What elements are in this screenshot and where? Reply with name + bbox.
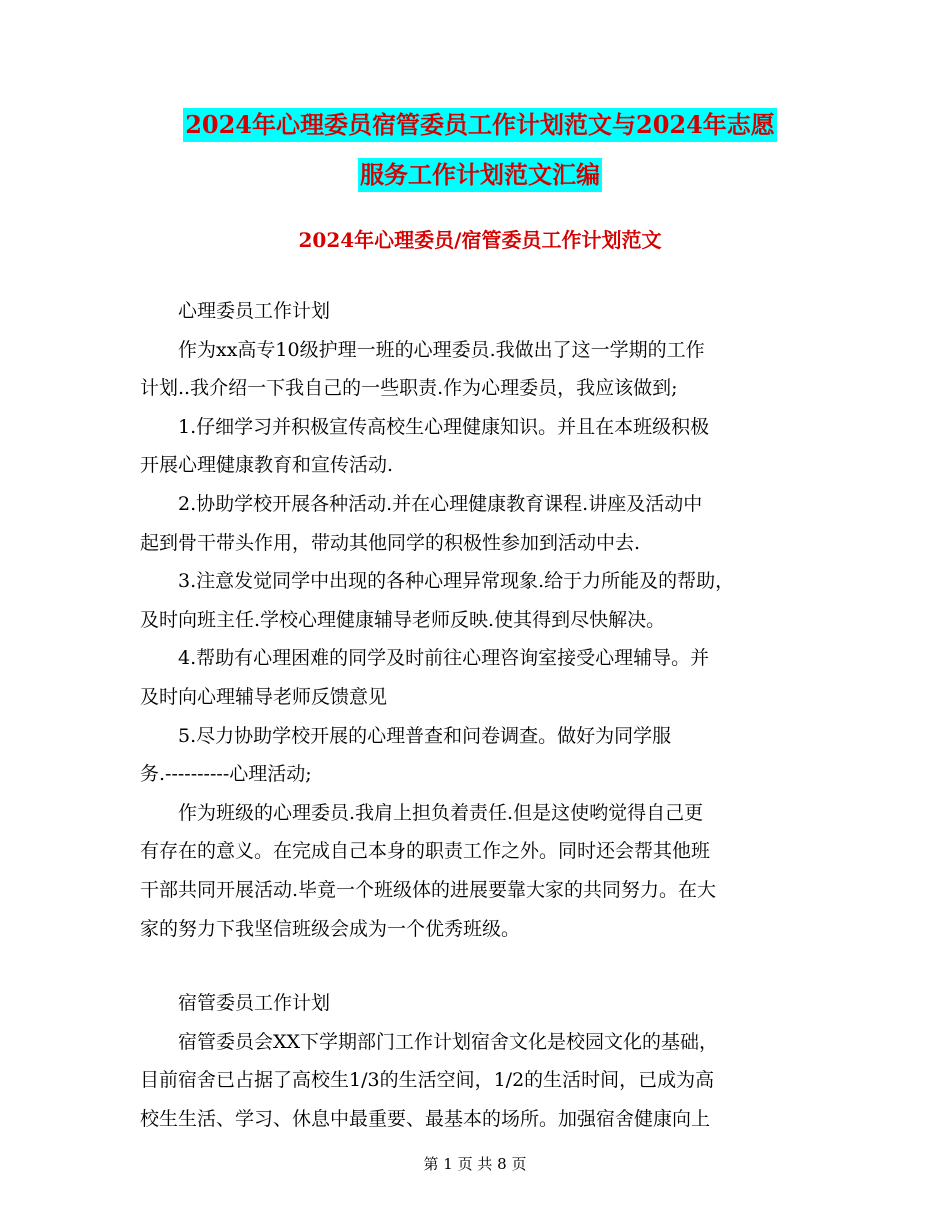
paragraph-line: 干部共同开展活动.毕竟一个班级体的进展要靠大家的共同努力。在大	[140, 878, 717, 901]
subheading-dorm-committee: 宿管委员工作计划	[178, 992, 331, 1015]
page-footer: 第 1 页 共 8 页	[423, 1155, 527, 1173]
paragraph-line: 家的努力下我坚信班级会成为一个优秀班级。	[140, 917, 521, 940]
blank-line	[140, 948, 812, 984]
title-line-2: 服务工作计划范文汇编	[358, 158, 602, 192]
subheading-psych-committee: 心理委员工作计划	[178, 300, 331, 322]
paragraph-line: 计划..我介绍一下我自己的一些职责.作为心理委员，我应该做到;	[140, 377, 678, 400]
paragraph-line: 有存在的意义。在完成自己本身的职责工作之外。同时还会帮其他班	[140, 840, 711, 863]
list-item-3: 3.注意发觉同学中出现的各种心理异常现象.给于力所能及的帮助，	[178, 570, 735, 593]
section-heading: 2024年心理委员/宿管委员工作计划范文	[298, 228, 662, 252]
paragraph-line: 开展心理健康教育和宣传活动.	[140, 454, 394, 477]
list-item-5: 5.尽力协助学校开展的心理普查和问卷调查。做好为同学服	[178, 724, 672, 747]
paragraph-line: 目前宿舍已占据了高校生1/3的生活空间，1/2的生活时间，已成为高	[140, 1069, 715, 1092]
list-item-2: 2.协助学校开展各种活动.并在心理健康教育课程.讲座及活动中	[178, 492, 703, 515]
paragraph-line: 校生生活、学习、休息中最重要、最基本的场所。加强宿舍健康向上	[140, 1107, 711, 1130]
paragraph-line: 作为班级的心理委员.我肩上担负着责任.但是这使哟觉得自己更	[178, 801, 704, 824]
paragraph-line: 宿管委员会XX下学期部门工作计划宿舍文化是校园文化的基础，	[178, 1030, 719, 1053]
paragraph-line: 务.----------心理活动;	[140, 763, 312, 786]
document-title	[140, 108, 820, 192]
paragraph-line: 及时向班主任.学校心理健康辅导老师反映.使其得到尽快解决。	[140, 608, 666, 631]
paragraph-line: 及时向心理辅导老师反馈意见	[140, 685, 388, 708]
title-line-1: 2024年心理委员宿管委员工作计划范文与2024年志愿	[183, 108, 777, 142]
paragraph-line: 起到骨干带头作用，带动其他同学的积极性参加到活动中去.	[140, 531, 641, 554]
document-body	[140, 292, 812, 1138]
paragraph-line: 作为xx高专10级护理一班的心理委员.我做出了这一学期的工作	[178, 338, 705, 361]
list-item-1: 1.仔细学习并积极宣传高校生心理健康知识。并且在本班级积极	[178, 415, 710, 438]
list-item-4: 4.帮助有心理困难的同学及时前往心理咨询室接受心理辅导。并	[178, 647, 710, 670]
